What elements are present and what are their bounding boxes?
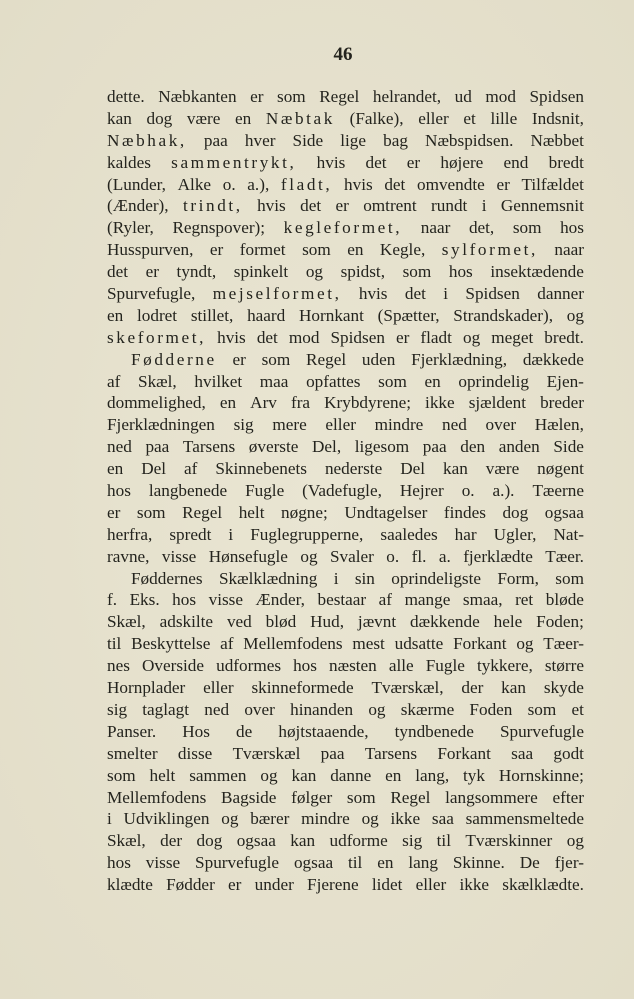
text-line: det er tyndt, spinkelt og spidst, som hos insektædende: [107, 262, 584, 282]
text-line: sig taglagt ned over hinanden og skærme Foden som et: [107, 699, 584, 719]
text-line: ned paa Tarsens øverste Del, ligesom paa den anden Side: [107, 437, 584, 457]
paragraph: [107, 86, 584, 349]
text-line: dette. Næbkanten er som Regel helrandet, ud mod Spidsen: [107, 87, 584, 106]
text-line: kaldes sammentrykt, hvis det er højere end bredt: [107, 152, 584, 172]
text-line: smelter disse Tværskæl paa Tarsens Forkant saa godt: [107, 743, 584, 763]
text-line: af Skæl, hvilket maa opfattes som en oprindelig Ejen-: [107, 371, 584, 391]
text-line: i Udviklingen og bærer mindre og ikke saa sammensmeltede: [107, 809, 584, 829]
paragraph: [107, 349, 584, 568]
text-line: kan dog være en Næbtak (Falke), eller et lille Indsnit,: [107, 108, 584, 128]
text-line: (Lunder, Alke o. a.), fladt, hvis det omvendte er Tilfældet: [107, 174, 584, 194]
text-line: dommelighed, en Arv fra Krybdyrene; ikke sjældent breder: [107, 393, 584, 413]
text-line: Næbhak, paa hver Side lige bag Næbspidsen. Næbbet: [107, 130, 584, 150]
text-line: en Del af Skinnebenets nederste Del kan være nøgent: [107, 459, 584, 479]
text-line: som helt sammen og kan danne en lang, tyk Hornskinne;: [107, 765, 584, 785]
text-line: er som Regel helt nøgne; Undtagelser findes dog ogsaa: [107, 502, 584, 522]
text-line: f. Eks. hos visse Ænder, bestaar af mange smaa, ret bløde: [107, 590, 584, 610]
text-line: klædte Fødder er under Fjerene lidet eller ikke skælklædte.: [107, 875, 584, 895]
text-line: hos langbenede Fugle (Vadefugle, Hejrer o. a.). Tæerne: [107, 481, 584, 501]
text-line: Skæl, der dog ogsaa kan udforme sig til Tværskinner og: [107, 831, 584, 851]
text-line: nes Overside udformes hos næsten alle Fugle tykkere, større: [107, 656, 584, 676]
text-line: Fjerklædningen sig mere eller mindre ned over Hælen,: [107, 415, 584, 435]
text-line: herfra, spredt i Fuglegrupperne, saaledes har Ugler, Nat-: [107, 524, 584, 544]
text-line: (Ryler, Regnspover); kegleformet, naar det, som hos: [107, 218, 584, 238]
text-line: (Ænder), trindt, hvis det er omtrent rundt i Gennemsnit: [107, 196, 584, 216]
text-line: Fødderne er som Regel uden Fjerklædning, dækkede: [131, 349, 584, 369]
text-line: til Beskyttelse af Mellemfodens mest udsatte Forkant og Tæer-: [107, 634, 584, 654]
text-line: Mellemfodens Bagside følger som Regel langsommere efter: [107, 787, 584, 807]
text-line: ravne, visse Hønsefugle og Svaler o. fl. a. fjerklædte Tæer.: [107, 546, 584, 566]
body-text: [107, 86, 584, 896]
text-line: Panser. Hos de højtstaaende, tyndbenede Spurvefugle: [107, 721, 584, 741]
paragraph: [107, 568, 584, 896]
text-line: en lodret stillet, haard Hornkant (Spætter, Strandskader), og: [107, 305, 584, 325]
text-line: Spurvefugle, mejselformet, hvis det i Spidsen danner: [107, 284, 584, 304]
text-line: Føddernes Skælklædning i sin oprindeligste Form, som: [131, 568, 584, 588]
text-line: hos visse Spurvefugle ogsaa til en lang Skinne. De fjer-: [107, 853, 584, 873]
text-line: Skæl, adskilte ved blød Hud, jævnt dækkende hele Foden;: [107, 612, 584, 632]
text-line: Hornplader eller skinneformede Tværskæl, der kan skyde: [107, 678, 584, 698]
page-number: 46: [333, 44, 353, 65]
text-line: Husspurven, er formet som en Kegle, sylformet, naar: [107, 240, 584, 260]
text-line: skeformet, hvis det mod Spidsen er fladt og meget bredt.: [107, 327, 584, 347]
